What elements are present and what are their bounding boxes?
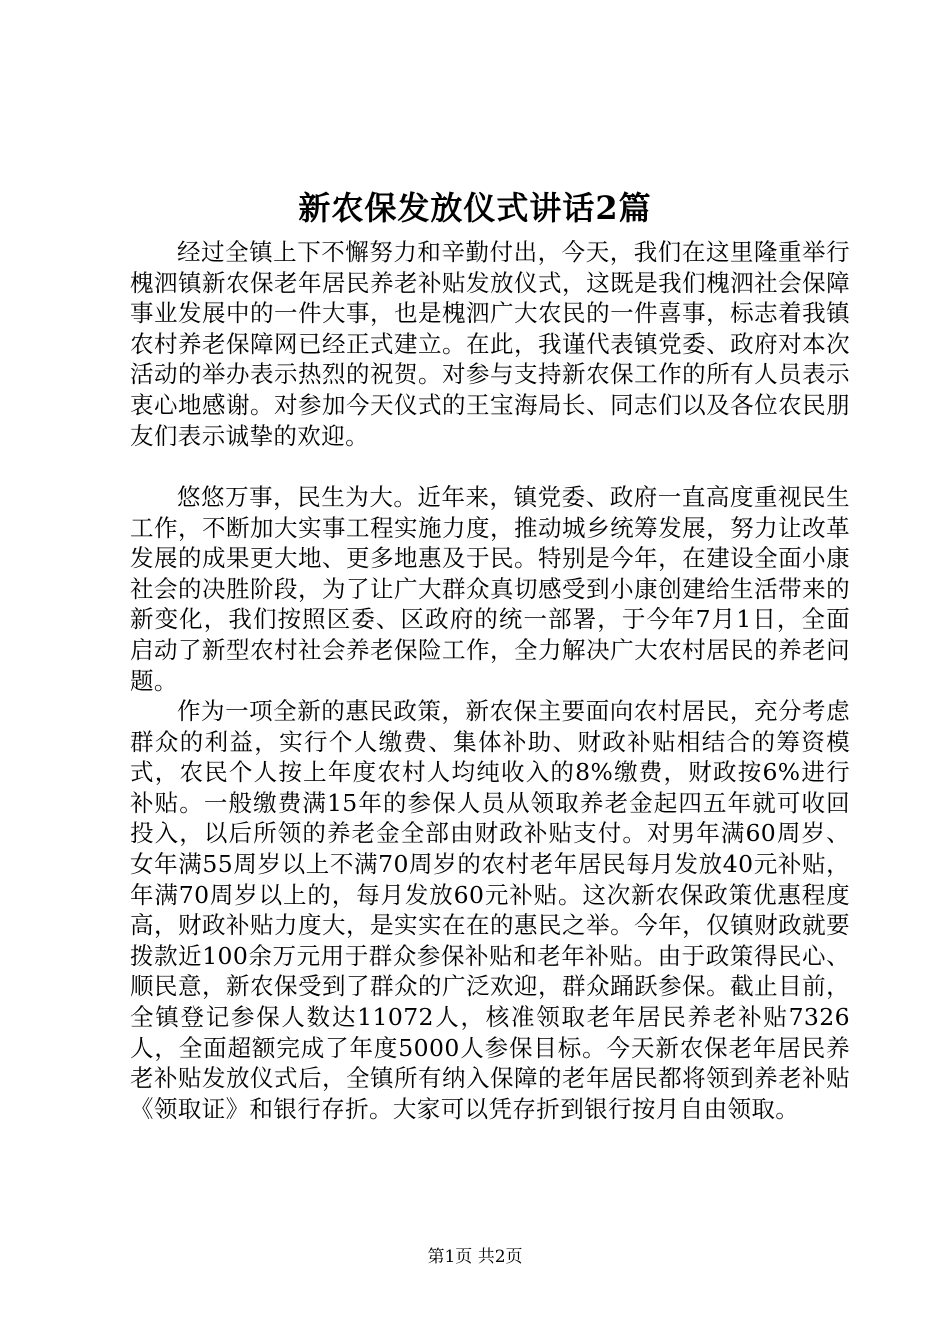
page-number-footer: 第1页 共2页 [427, 1247, 523, 1267]
paragraph-livelihood: 悠悠万事，民生为大。近年来，镇党委、政府一直高度重视民生工作，不断加大实事工程实施力度，推动城乡统筹发展，努力让改革发展的成果更大地、更多地惠及于民。特别是今年，在建设全面小康社会的决胜阶段，为了让广大群众真切感受到小康创建给生活带来的新变化，我们按照区委、区政府的统一部署，于今年7月1日，全面启动了新型农村社会养老保险工作，全力解决广大农村居民的养老问题。 [130, 483, 850, 695]
document-title: 新农保发放仪式讲话2篇 [298, 189, 652, 227]
paragraph-policy: 作为一项全新的惠民政策，新农保主要面向农村居民，充分考虑群众的利益，实行个人缴费、集体补助、财政补贴相结合的筹资模式，农民个人按上年度农村人均纯收入的8%缴费，财政按6%进行补贴。一般缴费满15年的参保人员从领取养老金起四五年就可收回投入，以后所领的养老金全部由财政补贴支付。对男年满60周岁、女年满55周岁以上不满70周岁的农村老年居民每月发放40元补贴，年满70周岁以上的，每月发放60元补贴。这次新农保政策优惠程度高，财政补贴力度大，是实实在在的惠民之举。今年，仅镇财政就要拨款近100余万元用于群众参保补贴和老年补贴。由于政策得民心、顺民意，新农保受到了群众的广泛欢迎，群众踊跃参保。截止目前，全镇登记参保人数达11072人，核准领取老年居民养老补贴7326人，全面超额完成了年度5000人参保目标。今天新农保老年居民养老补贴发放仪式后，全镇所有纳入保障的老年居民都将领到养老补贴《领取证》和银行存折。大家可以凭存折到银行按月自由领取。 [130, 697, 850, 1123]
paragraph-opening: 经过全镇上下不懈努力和辛勤付出，今天，我们在这里隆重举行槐泗镇新农保老年居民养老补贴发放仪式，这既是我们槐泗社会保障事业发展中的一件大事，也是槐泗广大农民的一件喜事，标志着我镇农村养老保障网已经正式建立。在此，我谨代表镇党委、政府对本次活动的举办表示热烈的祝贺。对参与支持新农保工作的所有人员表示衷心地感谢。对参加今天仪式的王宝海局长、同志们以及各位农民朋友们表示诚挚的欢迎。 [130, 238, 850, 450]
